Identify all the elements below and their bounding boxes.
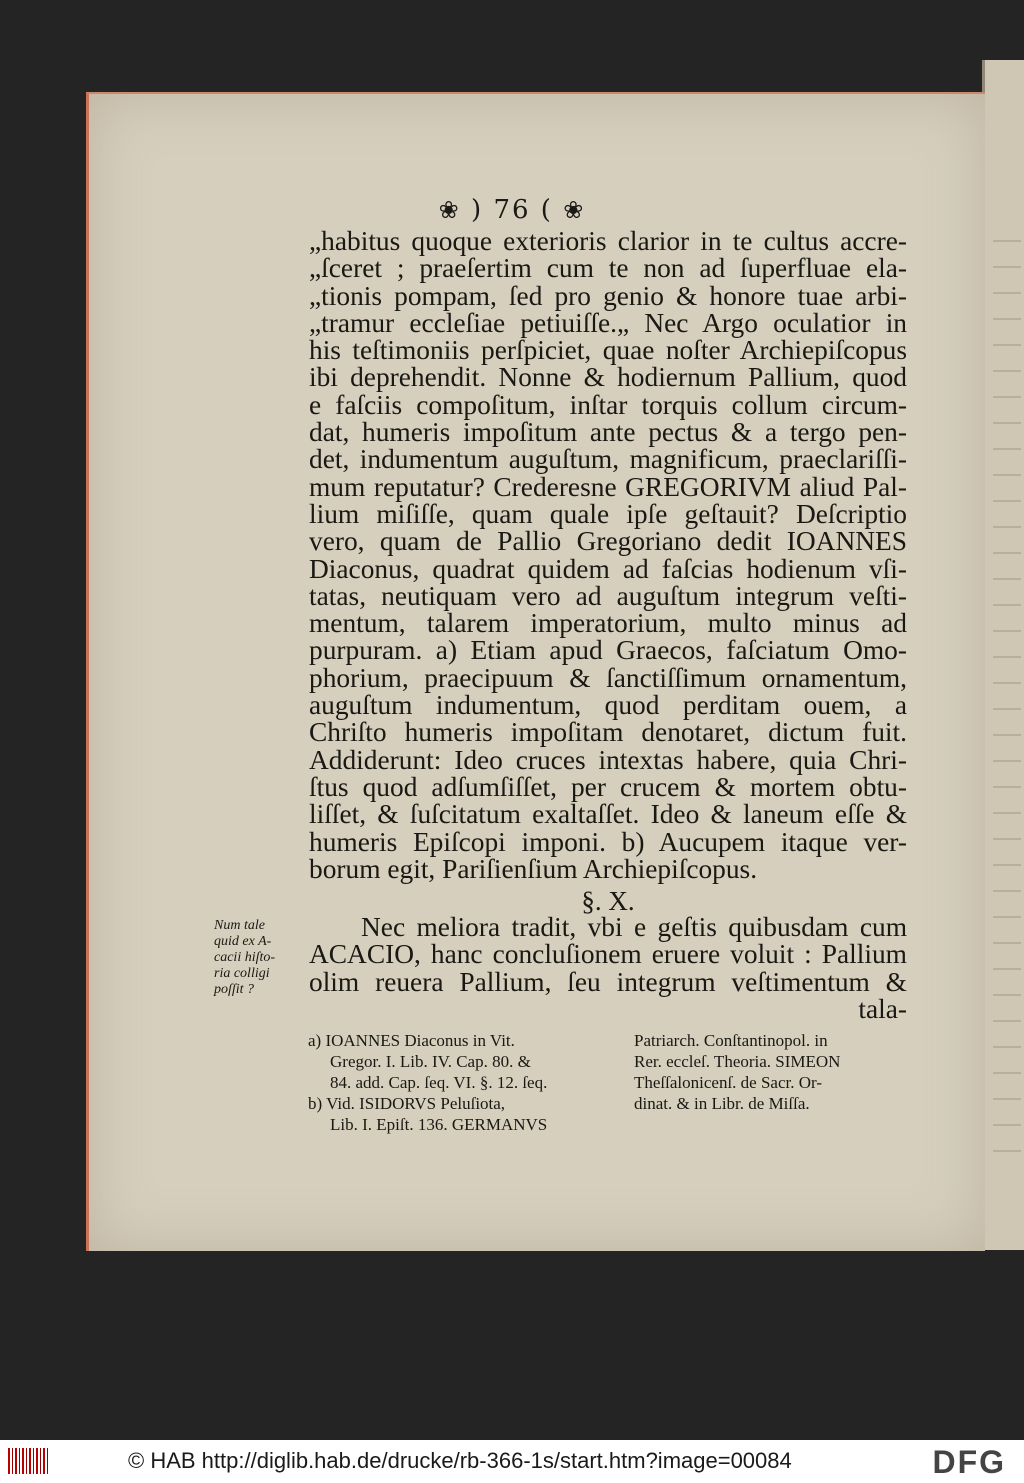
text-line: „ſceret ; praeſertim cum te non ad ſuperfluae ela- [309, 253, 907, 284]
margin-note [214, 918, 296, 998]
text-line: tatas, neutiquam vero ad auguſtum integrum veſti- [309, 580, 907, 611]
text-line: e faſciis compoſitum, inſtar torquis collum circum- [309, 389, 907, 420]
footnote-line: Lib. I. Epiſt. 136. GERMANVS [330, 1115, 548, 1134]
text-line: auguſtum indumentum, quod perditam ouem, a [309, 690, 907, 721]
footnotes-left-column [308, 1030, 604, 1135]
footnote-line: 84. add. Cap. ſeq. VI. §. 12. ſeq. [330, 1073, 548, 1092]
margin-note-line: ria colligi [214, 966, 270, 981]
copyright-link[interactable]: © HAB http://diglib.hab.de/drucke/rb-366-1s/start.htm?image=00084 [128, 1448, 792, 1473]
footnote-line: Patriarch. Conſtantinopol. in [634, 1031, 828, 1050]
margin-note-line: quid ex A- [214, 934, 272, 949]
ornament-left-icon: ❀ [438, 196, 461, 224]
text-line: lium miſiſſe, quam quale ipſe geſtauit? Deſcriptio [309, 498, 907, 529]
footnote-line: a) IOANNES Diaconus in Vit. [308, 1031, 515, 1050]
footnote-line: Rer. eccleſ. Theoria. SIMEON [634, 1052, 841, 1071]
text-line: det, indumentum auguſtum, magnificum, praeclariſſi- [309, 444, 907, 475]
text-line: borum egit, Pariſienſium Archiepiſcopus. [309, 853, 758, 884]
text-line: Nec meliora tradit, vbi e geſtis quibusdam cum [361, 912, 907, 942]
text-line: „tramur eccleſiae petiuiſſe.„ Nec Argo oculatior in [309, 307, 907, 338]
barcode-icon [8, 1448, 48, 1474]
page-number: ) 76 ( [471, 195, 553, 225]
dfg-logo: DFG [932, 1444, 1006, 1480]
text-line: ſtus quod adſumſiſſet, per crucem & mortem obtu- [309, 771, 907, 802]
text-line: humeris Epiſcopi imponi. b) Aucupem itaque ver- [309, 826, 907, 857]
margin-note-line: poſſit ? [214, 982, 255, 997]
footer-bar [0, 1440, 1024, 1483]
ornament-right-icon: ❀ [563, 196, 586, 224]
footnote-line: b) Vid. ISIDORVS Peluſiota, [308, 1094, 506, 1113]
main-text [309, 228, 907, 883]
text-line: liſſet, & ſuſcitatum exaltaſſet. Ideo & laneum eſſe & [309, 799, 907, 830]
text-line: Chriſto humeris impoſitam denotaret, dictum fuit. [309, 717, 907, 748]
section-text [309, 914, 907, 1023]
text-line: dat, humeris impoſitum ante pectus & a tergo pen- [309, 417, 907, 448]
text-line: olim reuera Pallium, ſeu integrum veſtimentum & [309, 966, 907, 997]
text-line: „tionis pompam, ſed pro genio & honore tuae arbi- [309, 280, 907, 311]
text-line: „habitus quoque exterioris clarior in te cultus accre- [309, 226, 907, 256]
text-line: purpuram. a) Etiam apud Graecos, faſciatum Omo- [309, 635, 907, 666]
text-line: Addiderunt: Ideo cruces intextas habere, quia Chri- [309, 744, 907, 775]
text-line: vero, quam de Pallio Gregoriano dedit IOANNES [309, 526, 907, 557]
footnote-line: dinat. & in Libr. de Miſſa. [634, 1094, 810, 1113]
text-line: phorium, praecipuum & ſanctiſſimum ornamentum, [309, 662, 907, 693]
text-line: mentum, talarem imperatorium, multo minus ad [309, 608, 907, 639]
footnote-line: Theſſalonicenſ. de Sacr. Or- [634, 1073, 823, 1092]
footnote-line: Gregor. I. Lib. IV. Cap. 80. & [330, 1052, 531, 1071]
page-header [0, 195, 1024, 225]
text-line: mum reputatur? Crederesne GREGORIVM aliud Pal- [309, 471, 907, 502]
margin-note-line: cacii hiſto- [214, 950, 276, 965]
text-line: ibi deprehendit. Nonne & hodiernum Pallium, quod [309, 362, 907, 393]
text-line: tala- [858, 993, 907, 1024]
text-line: his teſtimoniis perſpiciet, quae noſter Archiepiſcopus [309, 335, 907, 366]
section-title: §. X. [581, 886, 635, 916]
text-line: Diaconus, quadrat quidem ad faſcias hodienum vſi- [309, 553, 907, 584]
footnotes-right-column [634, 1030, 912, 1114]
text-line: ACACIO, hanc concluſionem eruere voluit : Pallium [309, 939, 907, 970]
adjacent-page-edge [982, 60, 1024, 1250]
margin-note-line: Num tale [214, 918, 265, 933]
